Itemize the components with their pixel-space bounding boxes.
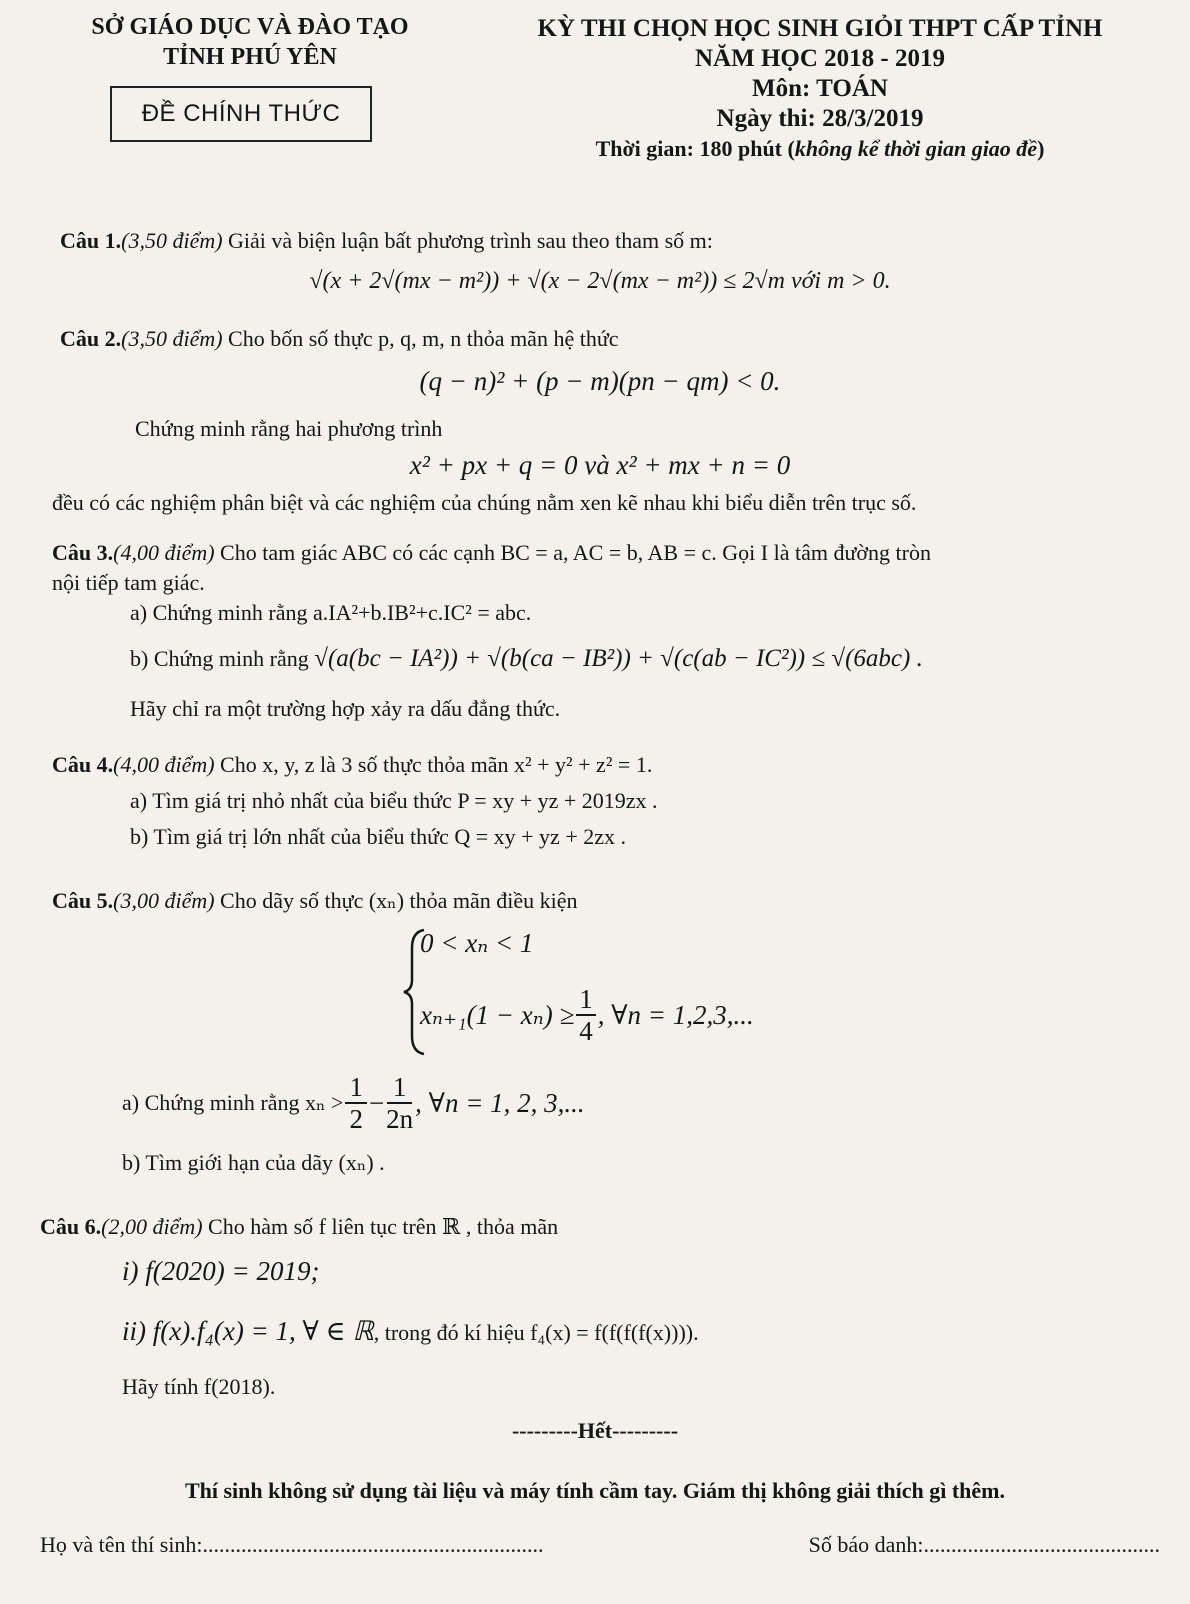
q5-f1-den: 2 — [349, 1104, 363, 1134]
end-mark: ---------Hết--------- — [511, 1418, 679, 1443]
q5-label: Câu 5. — [52, 888, 114, 913]
q5-points: (3,00 điểm) — [113, 888, 215, 913]
q6-item-ii — [122, 1316, 1162, 1347]
q4-text: Cho x, y, z là 3 số thực thỏa mãn x² + y² + z² = 1. — [214, 752, 653, 777]
q3-part-a: a) Chứng minh rằng a.IA²+b.IB²+c.IC² = abc. — [130, 600, 532, 625]
q2-formula-2: x² + px + q = 0 và x² + mx + n = 0 — [409, 450, 791, 480]
q6-item-ii-formula: ii) f(x).f₄(x) = 1, ∀ ∈ ℝ — [122, 1316, 374, 1346]
q5-part-a-prefix: a) Chứng minh rằng xₙ > — [122, 1090, 344, 1115]
q5-part-a-fraction-1 — [345, 1072, 367, 1134]
q6-item-ii-text: , trong đó kí hiệu f₄(x) = f(f(f(f(x)))). — [373, 1320, 699, 1345]
duration-note: không kể thời gian giao đề — [794, 136, 1038, 161]
q4-points: (4,00 điểm) — [113, 752, 215, 777]
q3-part-b-prefix: b) Chứng minh rằng — [130, 646, 315, 671]
q4-part-b: b) Tìm giá trị lớn nhất của biểu thức Q = xy + yz + 2zx . — [130, 824, 626, 849]
q3-part-b — [130, 644, 1170, 674]
q5-part-a-suffix: , ∀n = 1, 2, 3,... — [415, 1087, 585, 1118]
question-1 — [60, 226, 1160, 256]
q5-part-a-fraction-2 — [386, 1072, 413, 1134]
q2-text-3: đều có các nghiệm phân biệt và các nghiệm của chúng nằm xen kẽ nhau khi biểu diễn trên trục số. — [52, 490, 917, 515]
q1-text: Giải và biện luận bất phương trình sau theo tham số m: — [222, 228, 713, 253]
q5-cond2-fraction — [576, 984, 596, 1046]
q5-cond2-left: xₙ₊₁(1 − xₙ) ≥ — [420, 999, 575, 1030]
q5-condition-2 — [420, 982, 754, 1048]
q2-text-2: Chứng minh rằng hai phương trình — [135, 416, 443, 441]
province-name: TỈNH PHÚ YÊN — [163, 44, 337, 70]
q5-part-a — [122, 1068, 585, 1138]
question-4 — [52, 750, 1162, 780]
duration-suffix: ) — [1037, 136, 1045, 161]
question-3 — [52, 538, 1162, 568]
q3-text: Cho tam giác ABC có các cạnh BC = a, AC = b, AB = c. Gọi I là tâm đường tròn — [214, 540, 931, 565]
candidate-id-field: Số báo danh:........................................... — [808, 1532, 1160, 1557]
q5-part-b: b) Tìm giới hạn của dãy (xₙ) . — [122, 1150, 385, 1175]
q3-part-b-formula: √(a(bc − IA²)) + √(b(ca − IB²)) + √(c(ab − IC²)) ≤ √(6abc) . — [314, 645, 923, 672]
exam-header — [470, 14, 1170, 164]
q1-label: Câu 1. — [60, 228, 122, 253]
q5-f2-num: 1 — [387, 1072, 413, 1104]
exam-subject: Môn: TOÁN — [752, 75, 888, 102]
q5-f1-num: 1 — [345, 1072, 367, 1104]
question-2 — [60, 324, 1160, 354]
duration-text: Thời gian: 180 phút ( — [595, 136, 795, 161]
q4-label: Câu 4. — [52, 752, 114, 777]
department-name: SỞ GIÁO DỤC VÀ ĐÀO TẠO — [91, 14, 409, 40]
q5-f2-den: 2n — [386, 1104, 414, 1134]
q2-formula-1: (q − n)² + (p − m)(pn − qm) < 0. — [419, 366, 781, 396]
exam-duration — [470, 134, 1170, 164]
school-year: NĂM HỌC 2018 - 2019 — [695, 45, 945, 72]
q4-part-a: a) Tìm giá trị nhỏ nhất của biểu thức P = xy + yz + 2019zx . — [130, 788, 658, 813]
q3-part-b-note: Hãy chỉ ra một trường hợp xảy ra dấu đẳng thức. — [130, 696, 561, 721]
q5-part-a-minus: − — [368, 1087, 385, 1118]
q1-formula: √(x + 2√(mx − m²)) + √(x − 2√(mx − m²)) ≤ 2√m với m > 0. — [309, 268, 891, 294]
q5-cond2-den: 4 — [579, 1016, 593, 1046]
q6-points: (2,00 điểm) — [101, 1214, 203, 1239]
q5-cond2-right: , ∀n = 1,2,3,... — [597, 999, 754, 1030]
q6-label: Câu 6. — [40, 1214, 102, 1239]
q5-text: Cho dãy số thực (xₙ) thỏa mãn điều kiện — [214, 888, 578, 913]
q1-points: (3,50 điểm) — [121, 228, 223, 253]
q6-ask: Hãy tính f(2018). — [122, 1374, 276, 1399]
q3-text-cont: nội tiếp tam giác. — [52, 570, 205, 595]
q6-text: Cho hàm số f liên tục trên ℝ , thỏa mãn — [202, 1214, 559, 1239]
q3-points: (4,00 điểm) — [113, 540, 215, 565]
exam-date: Ngày thi: 28/3/2019 — [716, 105, 924, 132]
official-badge: ĐỀ CHÍNH THỨC — [110, 86, 372, 142]
candidate-name-field: Họ và tên thí sinh:.............................................................. — [40, 1532, 544, 1557]
q2-text: Cho bốn số thực p, q, m, n thỏa mãn hệ thức — [222, 326, 619, 351]
q2-label: Câu 2. — [60, 326, 122, 351]
exam-note: Thí sinh không sử dụng tài liệu và máy tính cầm tay. Giám thị không giải thích gì thêm. — [184, 1478, 1006, 1503]
question-6 — [40, 1212, 1160, 1242]
q3-label: Câu 3. — [52, 540, 114, 565]
department-header — [40, 12, 460, 72]
q5-condition-1: 0 < xₙ < 1 — [420, 928, 534, 958]
q2-points: (3,50 điểm) — [121, 326, 223, 351]
question-5 — [52, 886, 1162, 916]
q5-cond2-num: 1 — [576, 984, 596, 1016]
exam-title: KỲ THI CHỌN HỌC SINH GIỎI THPT CẤP TỈNH — [537, 15, 1103, 42]
q6-item-i: i) f(2020) = 2019; — [122, 1256, 320, 1286]
candidate-info — [40, 1532, 1160, 1558]
